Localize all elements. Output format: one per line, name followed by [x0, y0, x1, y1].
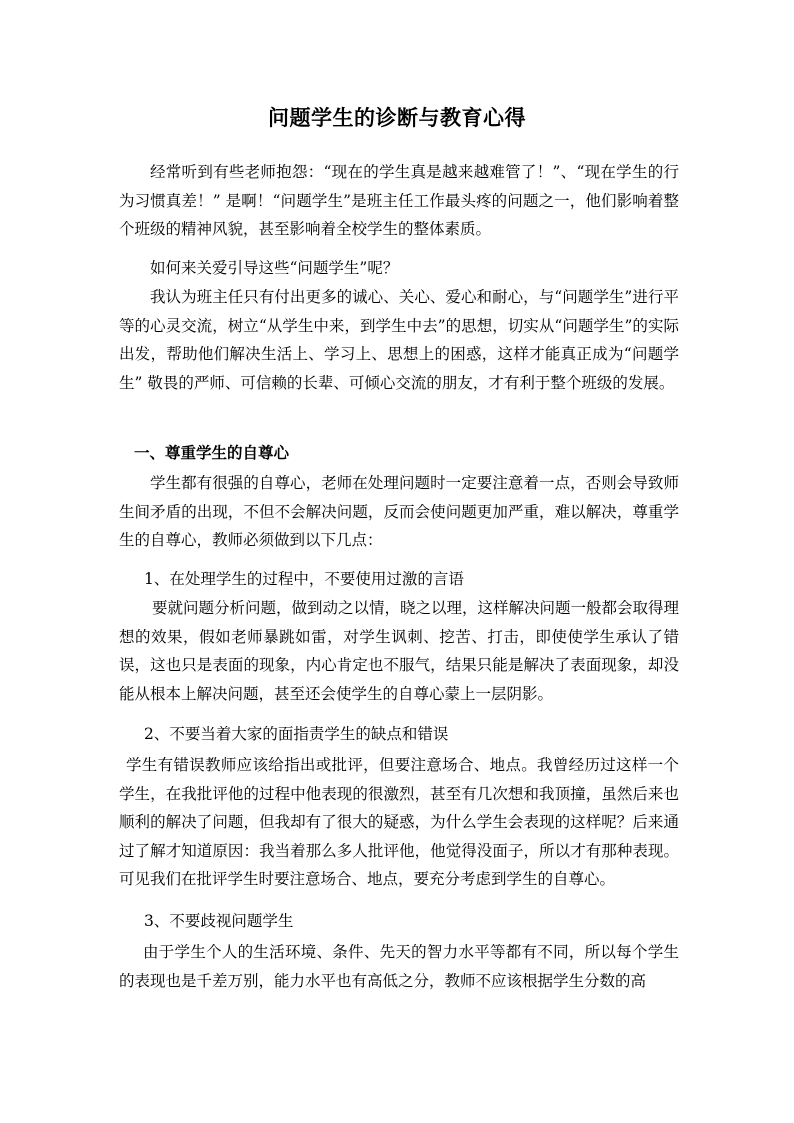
- document-title: 问题学生的诊断与教育心得: [268, 105, 526, 130]
- subheading-2: 2、不要当着大家的面指责学生的缺点和错误: [144, 725, 449, 743]
- paragraph-opinion: 我认为班主任只有付出更多的诚心、关心、爱心和耐心，与“问题学生”进行平等的心灵交流，树立“从学生中来，到学生中去”的思想，切实从“问题学生”的实际出发，帮助他们解决生活上、学习上、思想上的困惑，这样才能真正成为“问题学生” 敬畏的严师、可信赖的长辈、可倾心交流的朋友，才有利于整个班级的发展。: [119, 288, 679, 392]
- paragraph-public-criticism: 学生有错误教师应该给指出或批评，但要注意场合、地点。我曾经历过这样一个学生，在我批评他的过程中他表现的很激烈，甚至有几次想和我顶撞，虽然后来也顺利的解决了问题，但我却有了很大的疑惑，为什么学生会表现的这样呢？后来通过了解才知道原因：我当着那么多人批评他，他觉得没面子，所以才有那种表现。可见我们在批评学生时要注意场合、地点，要充分考虑到学生的自尊心。: [119, 756, 679, 889]
- paragraph-no-harsh-words: 要就问题分析问题，做到动之以情，晓之以理，这样解决问题一般都会取得理想的效果，假如老师暴跳如雷，对学生讽刺、挖苦、打击，即使使学生承认了错误，这也只是表面的现象，内心肯定也不服气，结果只能是解决了表面现象，却没能从根本上解决问题，甚至还会使学生的自尊心蒙上一层阴影。: [119, 599, 680, 703]
- paragraph-no-discrimination: 由于学生个人的生活环境、条件、先天的智力水平等都有不同，所以每个学生的表现也是千差万别，能力水平也有高低之分，教师不应该根据学生分数的高: [119, 943, 679, 990]
- paragraph-question: 如何来关爱引导这些“问题学生”呢？: [150, 259, 399, 277]
- section-heading-1: 一、尊重学生的自尊心: [134, 443, 290, 462]
- subheading-3: 3、不要歧视问题学生: [144, 912, 294, 930]
- paragraph-self-esteem: 学生都有很强的自尊心，老师在处理问题时一定要注意着一点，否则会导致师生间矛盾的出现，不但不会解决问题，反而会使问题更加严重，难以解决，尊重学生的自尊心，教师必须做到以下几点：: [119, 474, 679, 550]
- subheading-1: 1、在处理学生的过程中，不要使用过激的言语: [144, 570, 464, 588]
- paragraph-intro: 经常听到有些老师抱怨：“现在的学生真是越来越难管了！”、“现在学生的行为习惯真差！” 是啊！“问题学生”是班主任工作最头疼的问题之一，他们影响着整个班级的精神风貌，甚至影响着全校学生的整体素质。: [119, 163, 679, 239]
